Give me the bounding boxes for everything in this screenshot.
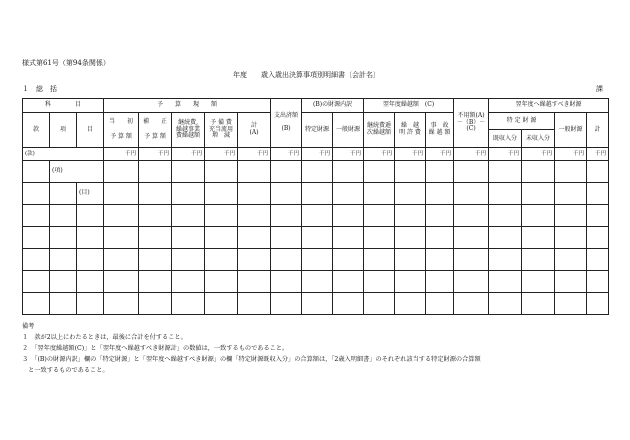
table-cell [139, 183, 172, 205]
detail-table [22, 98, 609, 315]
table-cell [333, 205, 364, 227]
table-cell [426, 161, 454, 183]
table-cell [77, 227, 104, 249]
table-cell [50, 205, 77, 227]
header-kishu: 既収入分 [489, 130, 522, 147]
notes [22, 321, 481, 376]
unit-cell: 千円 [364, 148, 395, 161]
table-cell [104, 293, 139, 315]
table-cell [555, 183, 587, 205]
note-3: ３ 「(B)の財源内訳」欄の「特定財源」と「翌年度へ繰越すべき財源」の欄「特定財源既収入分」の合算額は，「2歳入明細書」のそれぞれ該当する特定財源の合算額 [22, 356, 481, 363]
header-kamoku: 科 目 [23, 99, 104, 113]
table-cell [522, 293, 555, 315]
table-cell [139, 271, 172, 293]
table-cell [205, 205, 238, 227]
table-cell [489, 271, 522, 293]
header-tousho-l1: 当 初 [109, 118, 134, 126]
table-cell [395, 205, 426, 227]
table-cell [205, 227, 238, 249]
table-cell [139, 293, 172, 315]
header-kurikoshi-meikyo [395, 113, 426, 148]
table-cell [395, 293, 426, 315]
notes-heading: 備考 [22, 323, 35, 330]
table-cell [555, 271, 587, 293]
table-cell [587, 249, 609, 271]
table-cell [23, 271, 50, 293]
header-tokutei: 特定財源 [302, 113, 333, 148]
table-cell [172, 161, 205, 183]
table-cell [333, 271, 364, 293]
header-keizoku-l1: 継続費, [178, 118, 198, 126]
row-moku: (目) [77, 183, 104, 205]
table-cell [302, 161, 333, 183]
table-cell [302, 183, 333, 205]
table-cell [139, 161, 172, 183]
header-keizoku [172, 113, 205, 148]
table-cell [205, 271, 238, 293]
table-cell [395, 183, 426, 205]
header-hosei-l1: 補 正 [143, 118, 168, 126]
table-cell [172, 271, 205, 293]
table-cell [23, 205, 50, 227]
table-cell [23, 293, 50, 315]
table-cell [587, 161, 609, 183]
table-cell [587, 293, 609, 315]
table-cell [23, 227, 50, 249]
table-cell [238, 249, 271, 271]
table-cell [77, 293, 104, 315]
table-cell [271, 227, 302, 249]
table-cell [454, 293, 489, 315]
section-heading: １ 総 括 [22, 85, 57, 93]
row-kou: (項) [50, 161, 104, 183]
table-cell [104, 161, 139, 183]
unit-cell: 千円 [522, 148, 555, 161]
table-cell [426, 205, 454, 227]
table-cell [302, 227, 333, 249]
header-ippan: 一般財源 [333, 113, 364, 148]
unit-cell: 千円 [587, 148, 609, 161]
table-cell [238, 161, 271, 183]
table-cell [522, 183, 555, 205]
table-cell [522, 227, 555, 249]
unit-cell: 千円 [139, 148, 172, 161]
table-cell [364, 183, 395, 205]
header-jiko [426, 113, 454, 148]
table-cell [50, 227, 77, 249]
header-shishutsu [271, 99, 302, 148]
table-cell [205, 249, 238, 271]
table-cell [172, 293, 205, 315]
table-cell [50, 271, 77, 293]
table-cell [271, 271, 302, 293]
unit-cell: 千円 [104, 148, 139, 161]
header-kurikoshi-zaigen: 翌年度へ繰越すべき財源 [489, 99, 609, 113]
table-cell [454, 271, 489, 293]
note-2: ２ 「翌年度繰越額(C)」と「翌年度へ繰越すべき財源計」の数値は，一致するものであること。 [22, 345, 289, 352]
unit-cell: 千円 [555, 148, 587, 161]
table-cell [555, 293, 587, 315]
header-keizoku-l3: 費繰越額 [176, 132, 201, 140]
unit-cell: 千円 [395, 148, 426, 161]
header-shishutsu-b: (B) [281, 125, 291, 132]
table-cell [587, 271, 609, 293]
header-yobi [205, 113, 238, 148]
table-cell [364, 293, 395, 315]
unit-cell: 千円 [454, 148, 489, 161]
header-kurikoshi-m-l1: 繰 越 [401, 122, 420, 130]
table-cell [50, 249, 77, 271]
table-cell [489, 161, 522, 183]
table-cell [104, 183, 139, 205]
unit-cell: 千円 [333, 148, 364, 161]
table-cell [271, 161, 302, 183]
note-3-cont: と一致するものであること。 [22, 367, 109, 374]
table-cell [238, 205, 271, 227]
unit-cell: 千円 [238, 148, 271, 161]
table-cell [302, 249, 333, 271]
header-kurikoshi: 翌年度繰越額 (C) [364, 99, 454, 113]
table-cell [104, 249, 139, 271]
table-cell [77, 205, 104, 227]
header-keizokuhi-l2: 次繰越額 [367, 129, 392, 136]
table-cell [302, 205, 333, 227]
table-cell [23, 161, 50, 183]
table-cell [395, 271, 426, 293]
table-cell [50, 293, 77, 315]
row-kan: (款) [23, 148, 104, 161]
header-fuyou-l1: 不用額(A) [457, 111, 485, 119]
header-yosan: 予 算 現 額 [104, 99, 271, 113]
unit-cell: 千円 [205, 148, 238, 161]
header-fuyou-l2: －（B）－ [456, 118, 486, 126]
header-kei-a: (A) [249, 129, 259, 136]
table-cell [238, 183, 271, 205]
table-cell [50, 183, 77, 205]
table-cell [139, 205, 172, 227]
table-cell [489, 183, 522, 205]
table-cell [454, 227, 489, 249]
table-cell [364, 227, 395, 249]
table-cell [454, 249, 489, 271]
table-cell [139, 249, 172, 271]
table-cell [205, 183, 238, 205]
table-cell [238, 293, 271, 315]
table-cell [205, 161, 238, 183]
table-cell [522, 249, 555, 271]
table-cell [238, 227, 271, 249]
table-cell [395, 227, 426, 249]
header-keizoku-l2: 繰越事業 [176, 125, 201, 133]
table-cell [587, 227, 609, 249]
table-cell [271, 183, 302, 205]
table-cell [454, 161, 489, 183]
note-1: １ 款が2以上にわたるときは，最後に合計を付すること。 [22, 334, 187, 341]
table-cell [302, 293, 333, 315]
header-tokutei2-group [489, 113, 555, 148]
table-cell [172, 249, 205, 271]
header-yobi-l3: 増 減 [212, 132, 231, 140]
header-tousho-l2: 予 算 額 [110, 133, 132, 140]
table-cell [77, 249, 104, 271]
header-hosei-l2: 予 算 額 [144, 133, 166, 140]
header-mishu: 未収入分 [526, 135, 551, 142]
table-cell [364, 249, 395, 271]
table-cell [104, 271, 139, 293]
table-cell [23, 249, 50, 271]
table-cell [426, 183, 454, 205]
table-cell [426, 227, 454, 249]
table-cell [271, 293, 302, 315]
table-cell [395, 249, 426, 271]
table-cell [104, 227, 139, 249]
table-cell [333, 227, 364, 249]
unit-cell: 千円 [172, 148, 205, 161]
table-cell [454, 205, 489, 227]
table-cell [489, 205, 522, 227]
table-cell [522, 271, 555, 293]
header-kan: 款 [23, 113, 50, 148]
unit-cell: 千円 [302, 148, 333, 161]
table-cell [454, 183, 489, 205]
table-cell [489, 249, 522, 271]
header-zaigen: (B)の財源内訳 [302, 99, 364, 113]
table-cell [333, 161, 364, 183]
table-cell [172, 205, 205, 227]
table-cell [522, 161, 555, 183]
header-jiko-l1: 事 故 [430, 122, 449, 130]
table-cell [302, 271, 333, 293]
header-kei-l1: 計 [251, 122, 258, 130]
table-cell [205, 293, 238, 315]
header-jiko-l2: 繰 越 額 [428, 129, 451, 136]
table-cell [364, 271, 395, 293]
table-cell [555, 161, 587, 183]
header-keizokuhi [364, 113, 395, 148]
table-cell [555, 249, 587, 271]
header-kei2: 計 [587, 113, 609, 148]
header-ippan2: 一般財源 [555, 113, 587, 148]
table-cell [139, 227, 172, 249]
table-cell [364, 161, 395, 183]
header-yobi-l2: 充当流用 [209, 125, 234, 133]
department-label: 課 [596, 85, 603, 93]
table-cell [238, 271, 271, 293]
header-hosei [139, 113, 172, 148]
header-shishutsu-label: 支出済額 [274, 112, 299, 120]
header-tokutei2: 特 定 財 源 [489, 113, 554, 130]
table-cell [271, 249, 302, 271]
table-cell [395, 161, 426, 183]
table-cell [522, 205, 555, 227]
table-cell [364, 205, 395, 227]
table-cell [172, 183, 205, 205]
table-cell [489, 293, 522, 315]
table-cell [489, 227, 522, 249]
form-number: 様式第61号（第94条関係） [22, 59, 110, 67]
header-fuyou-l3: (C) [466, 125, 476, 133]
header-keizokuhi-l1: 継続費逓 [367, 122, 392, 130]
unit-cell: 千円 [489, 148, 522, 161]
header-tousho [104, 113, 139, 148]
table-cell [172, 227, 205, 249]
table-cell [271, 205, 302, 227]
header-yobi-l1: 予 備 費 [210, 118, 232, 126]
table-cell [104, 205, 139, 227]
table-cell [333, 183, 364, 205]
header-kurikoshi-m-l2: 明 許 費 [399, 129, 421, 136]
header-moku: 目 [77, 113, 104, 148]
table-cell [426, 249, 454, 271]
table-cell [555, 205, 587, 227]
table-cell [426, 293, 454, 315]
table-cell [426, 271, 454, 293]
header-kou: 項 [50, 113, 77, 148]
table-cell [587, 183, 609, 205]
table-cell [333, 249, 364, 271]
unit-cell: 千円 [271, 148, 302, 161]
document-title: 年度 歳入歳出決算事項別明細書〔会計名〕 [233, 71, 380, 79]
table-cell [23, 183, 50, 205]
table-cell [333, 293, 364, 315]
header-fuyou [454, 99, 489, 148]
header-kei [238, 113, 271, 148]
table-cell [587, 205, 609, 227]
unit-cell: 千円 [426, 148, 454, 161]
table-cell [555, 227, 587, 249]
table-cell [77, 271, 104, 293]
